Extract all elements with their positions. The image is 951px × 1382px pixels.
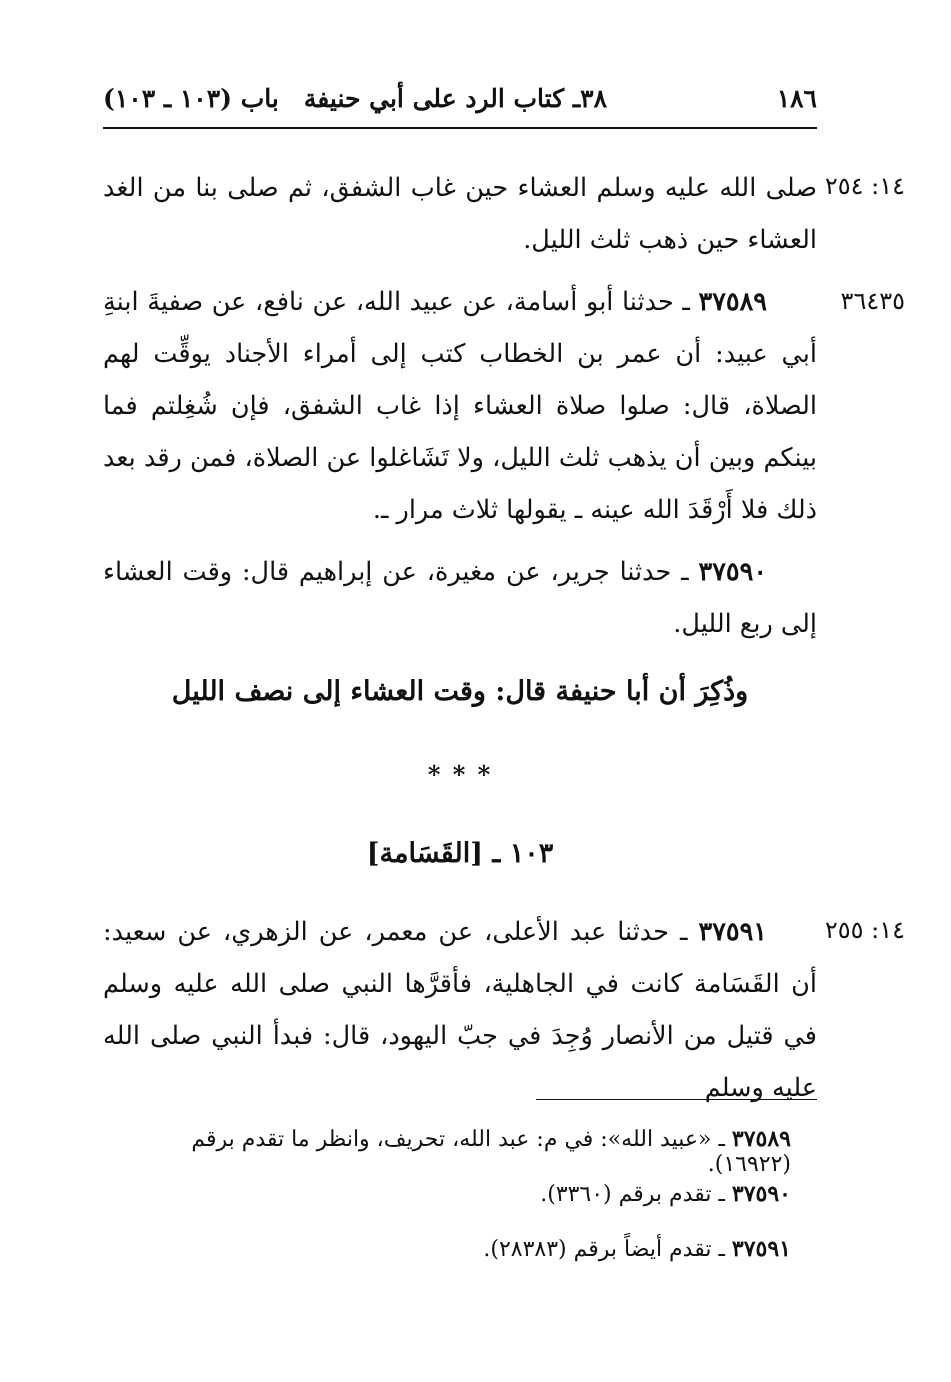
hadith-text: ـ حدثنا عبد الأعلى، عن معمر، عن الزهري، عن سعيد: أن القَسَامة كانت في الجاهلية، فأقرَّها النبي صلى الله عليه وسلم في قتيل من الأنصار وُجِدَ في جبّ اليهود، قال: فبدأ النبي صلى الله عليه وسلم xyxy=(103,917,817,1103)
hadith-paragraph xyxy=(103,906,817,1114)
section-heading: ١٠٣ ـ [القَسَامة] xyxy=(366,838,554,869)
paragraph xyxy=(103,162,817,266)
hadith-paragraph xyxy=(103,546,817,650)
footnote xyxy=(103,1236,791,1262)
footnote-text: ـ «عبيد الله»: في م: عبد الله، تحريف، وانظر ما تقدم برقم (١٦٩٢٢). xyxy=(191,1127,791,1177)
footnote-number: ٣٧٥٩٠ xyxy=(731,1181,791,1207)
hadith-number: ٣٧٥٩٠ xyxy=(698,557,768,587)
hadith-number: ٣٧٥٨٩ xyxy=(698,287,767,317)
chapter-label: باب (١٠٣ ـ ١٠٣) xyxy=(103,84,279,113)
footnote-number: ٣٧٥٩١ xyxy=(731,1236,791,1262)
separator-stars: * * * xyxy=(427,760,493,789)
footnote xyxy=(103,1181,791,1207)
footnote-text: ـ تقدم برقم (٣٣٦٠). xyxy=(540,1182,725,1207)
header-rule xyxy=(103,127,817,129)
hadith-text: ـ حدثنا جرير، عن مغيرة، عن إبراهيم قال: وقت العشاء إلى ربع الليل. xyxy=(103,557,817,639)
footnote xyxy=(103,1126,791,1177)
footnote-text: ـ تقدم أيضاً برقم (٢٨٣٨٣). xyxy=(483,1237,725,1262)
margin-reference: ٣٦٤٣٥ xyxy=(840,287,905,315)
book-title: ٣٨ـ كتاب الرد على أبي حنيفة xyxy=(303,84,607,113)
margin-reference: ١٤: ٢٥٥ xyxy=(824,916,905,944)
hadith-number: ٣٧٥٩١ xyxy=(698,917,767,947)
hadith-text: ـ حدثنا أبو أسامة، عن عبيد الله، عن نافع، عن صفيةَ ابنةِ أبي عبيد: أن عمر بن الخطاب كتب إلى أمراء الأجناد يوقِّت لهم الصلاة، قال: صلوا صلاة العشاء إذا غاب الشفق، فإن شُغِلتم فما بينكم وبين أن يذهب ثلث الليل، ولا تَشَاغلوا عن الصلاة، فمن رقد بعد ذلك فلا أَرْقَدَ الله عينه ـ يقولها ثلاث مرار ـ. xyxy=(103,287,817,525)
hadith-paragraph xyxy=(103,276,817,536)
footnote-number: ٣٧٥٨٩ xyxy=(731,1126,791,1152)
conclusion-line: وذُكِرَ أن أبا حنيفة قال: وقت العشاء إلى نصف الليل xyxy=(171,676,749,707)
footnote-rule xyxy=(536,1099,817,1100)
margin-reference: ١٤: ٢٥٤ xyxy=(824,172,905,200)
paragraph-text: صلى الله عليه وسلم العشاء حين غاب الشفق، ثم صلى بنا من الغد العشاء حين ذهب ثلث الليل. xyxy=(103,173,817,255)
page-number: ١٨٦ xyxy=(776,84,817,113)
